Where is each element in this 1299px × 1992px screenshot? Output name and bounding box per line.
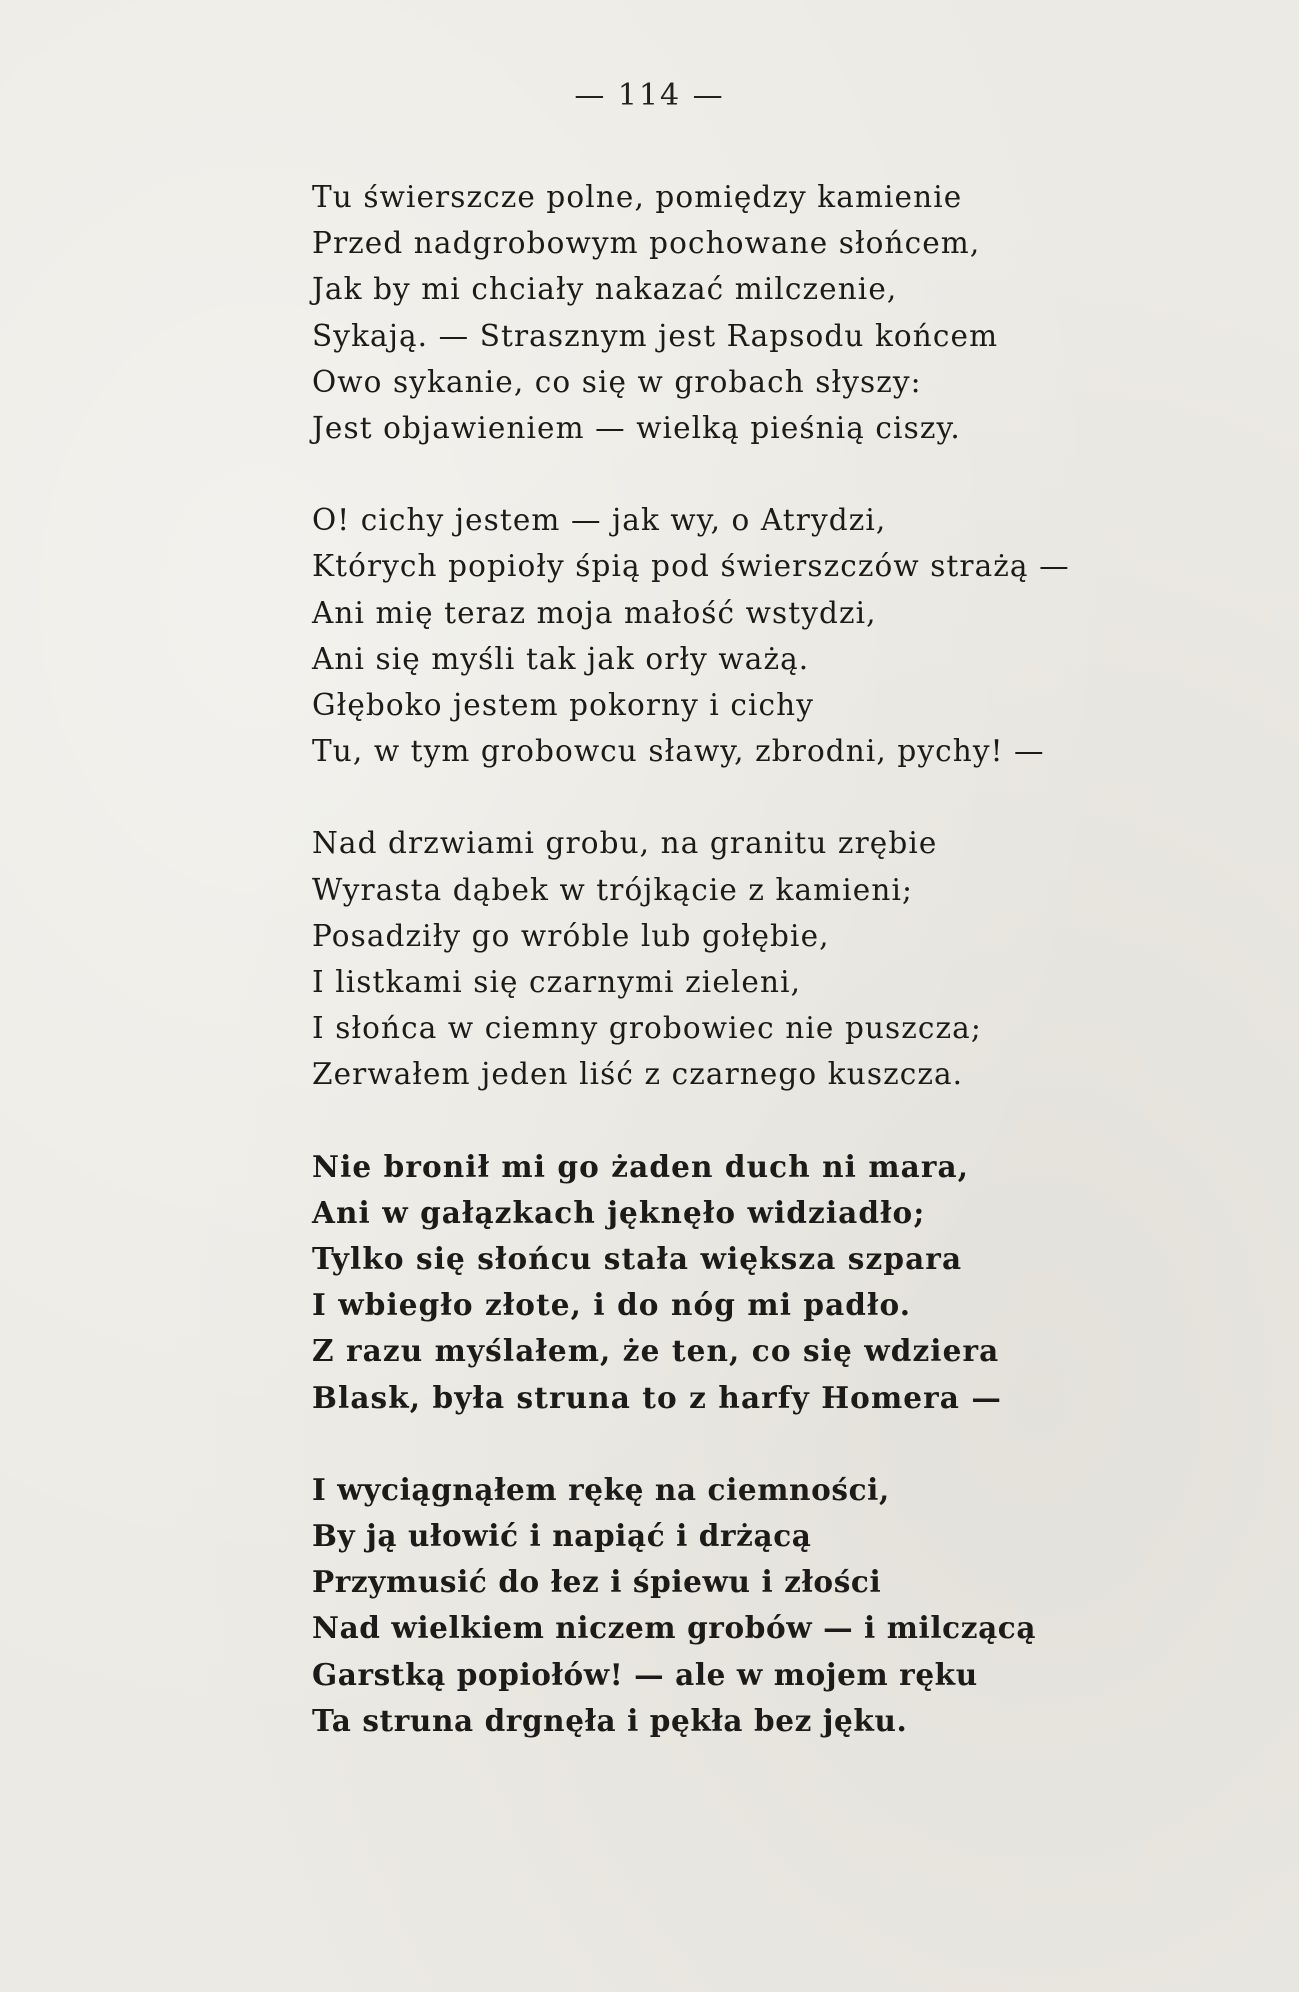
poem-line: Jak by mi chciały nakazać milczenie, xyxy=(312,272,898,307)
stanza-5 xyxy=(312,1467,1212,1744)
poem-line: I listkami się czarnymi zieleni, xyxy=(312,965,802,1000)
poem-line: Ani się myśli tak jak orły ważą. xyxy=(312,641,810,676)
poem-line: Przed nadgrobowym pochowane słońcem, xyxy=(312,226,981,261)
poem-line: Przymusić do łez i śpiewu i złości xyxy=(312,1564,882,1600)
poem-line: Jest objawieniem — wielką pieśnią ciszy. xyxy=(312,411,961,446)
poem-line: Posadziły go wróble lub gołębie, xyxy=(312,918,830,953)
poem-line: Zerwałem jeden liść z czarnego kuszcza. xyxy=(312,1057,964,1092)
poem-line: Głęboko jestem pokorny i cichy xyxy=(312,688,815,723)
stanza-3 xyxy=(312,820,1212,1097)
poem-line: Tu świerszcze polne, pomiędzy kamienie xyxy=(312,180,963,214)
poem-line: Wyrasta dąbek w trójkącie z kamieni; xyxy=(312,872,914,907)
poem-line: Owo sykanie, co się w grobach słyszy: xyxy=(312,364,922,399)
poem-line: Nie bronił mi go żaden duch ni mara, xyxy=(312,1148,970,1184)
poem-line: Ani w gałązkach jęknęło widziadło; xyxy=(312,1194,926,1230)
poem-line: Nad drzwiami grobu, na granitu zrębie xyxy=(312,826,938,861)
poem-line: I wbiegło złote, i do nóg mi padło. xyxy=(312,1287,912,1323)
poem-line: By ją ułowić i napiąć i drżącą xyxy=(312,1518,812,1554)
poem-line: Z razu myślałem, że ten, co się wdziera xyxy=(312,1333,1000,1369)
page-number: — 114 — xyxy=(574,78,725,113)
poem-line: Ta struna drgnęła i pękła bez jęku. xyxy=(312,1702,908,1738)
poem-line: O! cichy jestem — jak wy, o Atrydzi, xyxy=(312,503,887,538)
poem-line: Tylko się słońcu stała większa szpara xyxy=(312,1241,963,1277)
stanza-4 xyxy=(312,1144,1212,1421)
poem-line: Ani mię teraz moja małość wstydzi, xyxy=(312,595,877,630)
poem-line: Sykają. — Strasznym jest Rapsodu końcem xyxy=(312,318,999,353)
poem-line: Nad wielkiem niczem grobów — i milczącą xyxy=(312,1610,1037,1646)
stanza-2 xyxy=(312,497,1212,774)
poem-line: Tu, w tym grobowcu sławy, zbrodni, pychy! — xyxy=(312,734,1045,769)
poem xyxy=(312,174,1212,1744)
poem-line: Blask, była struna to z harfy Homera — xyxy=(312,1379,1002,1415)
poem-line: Których popioły śpią pod świerszczów strażą — xyxy=(312,549,1070,584)
poem-line: I wyciągnąłem rękę na ciemności, xyxy=(312,1471,890,1507)
stanza-1 xyxy=(312,174,1212,451)
poem-line: I słońca w ciemny grobowiec nie puszcza; xyxy=(312,1011,982,1046)
poem-line: Garstką popiołów! — ale w mojem ręku xyxy=(312,1656,978,1692)
